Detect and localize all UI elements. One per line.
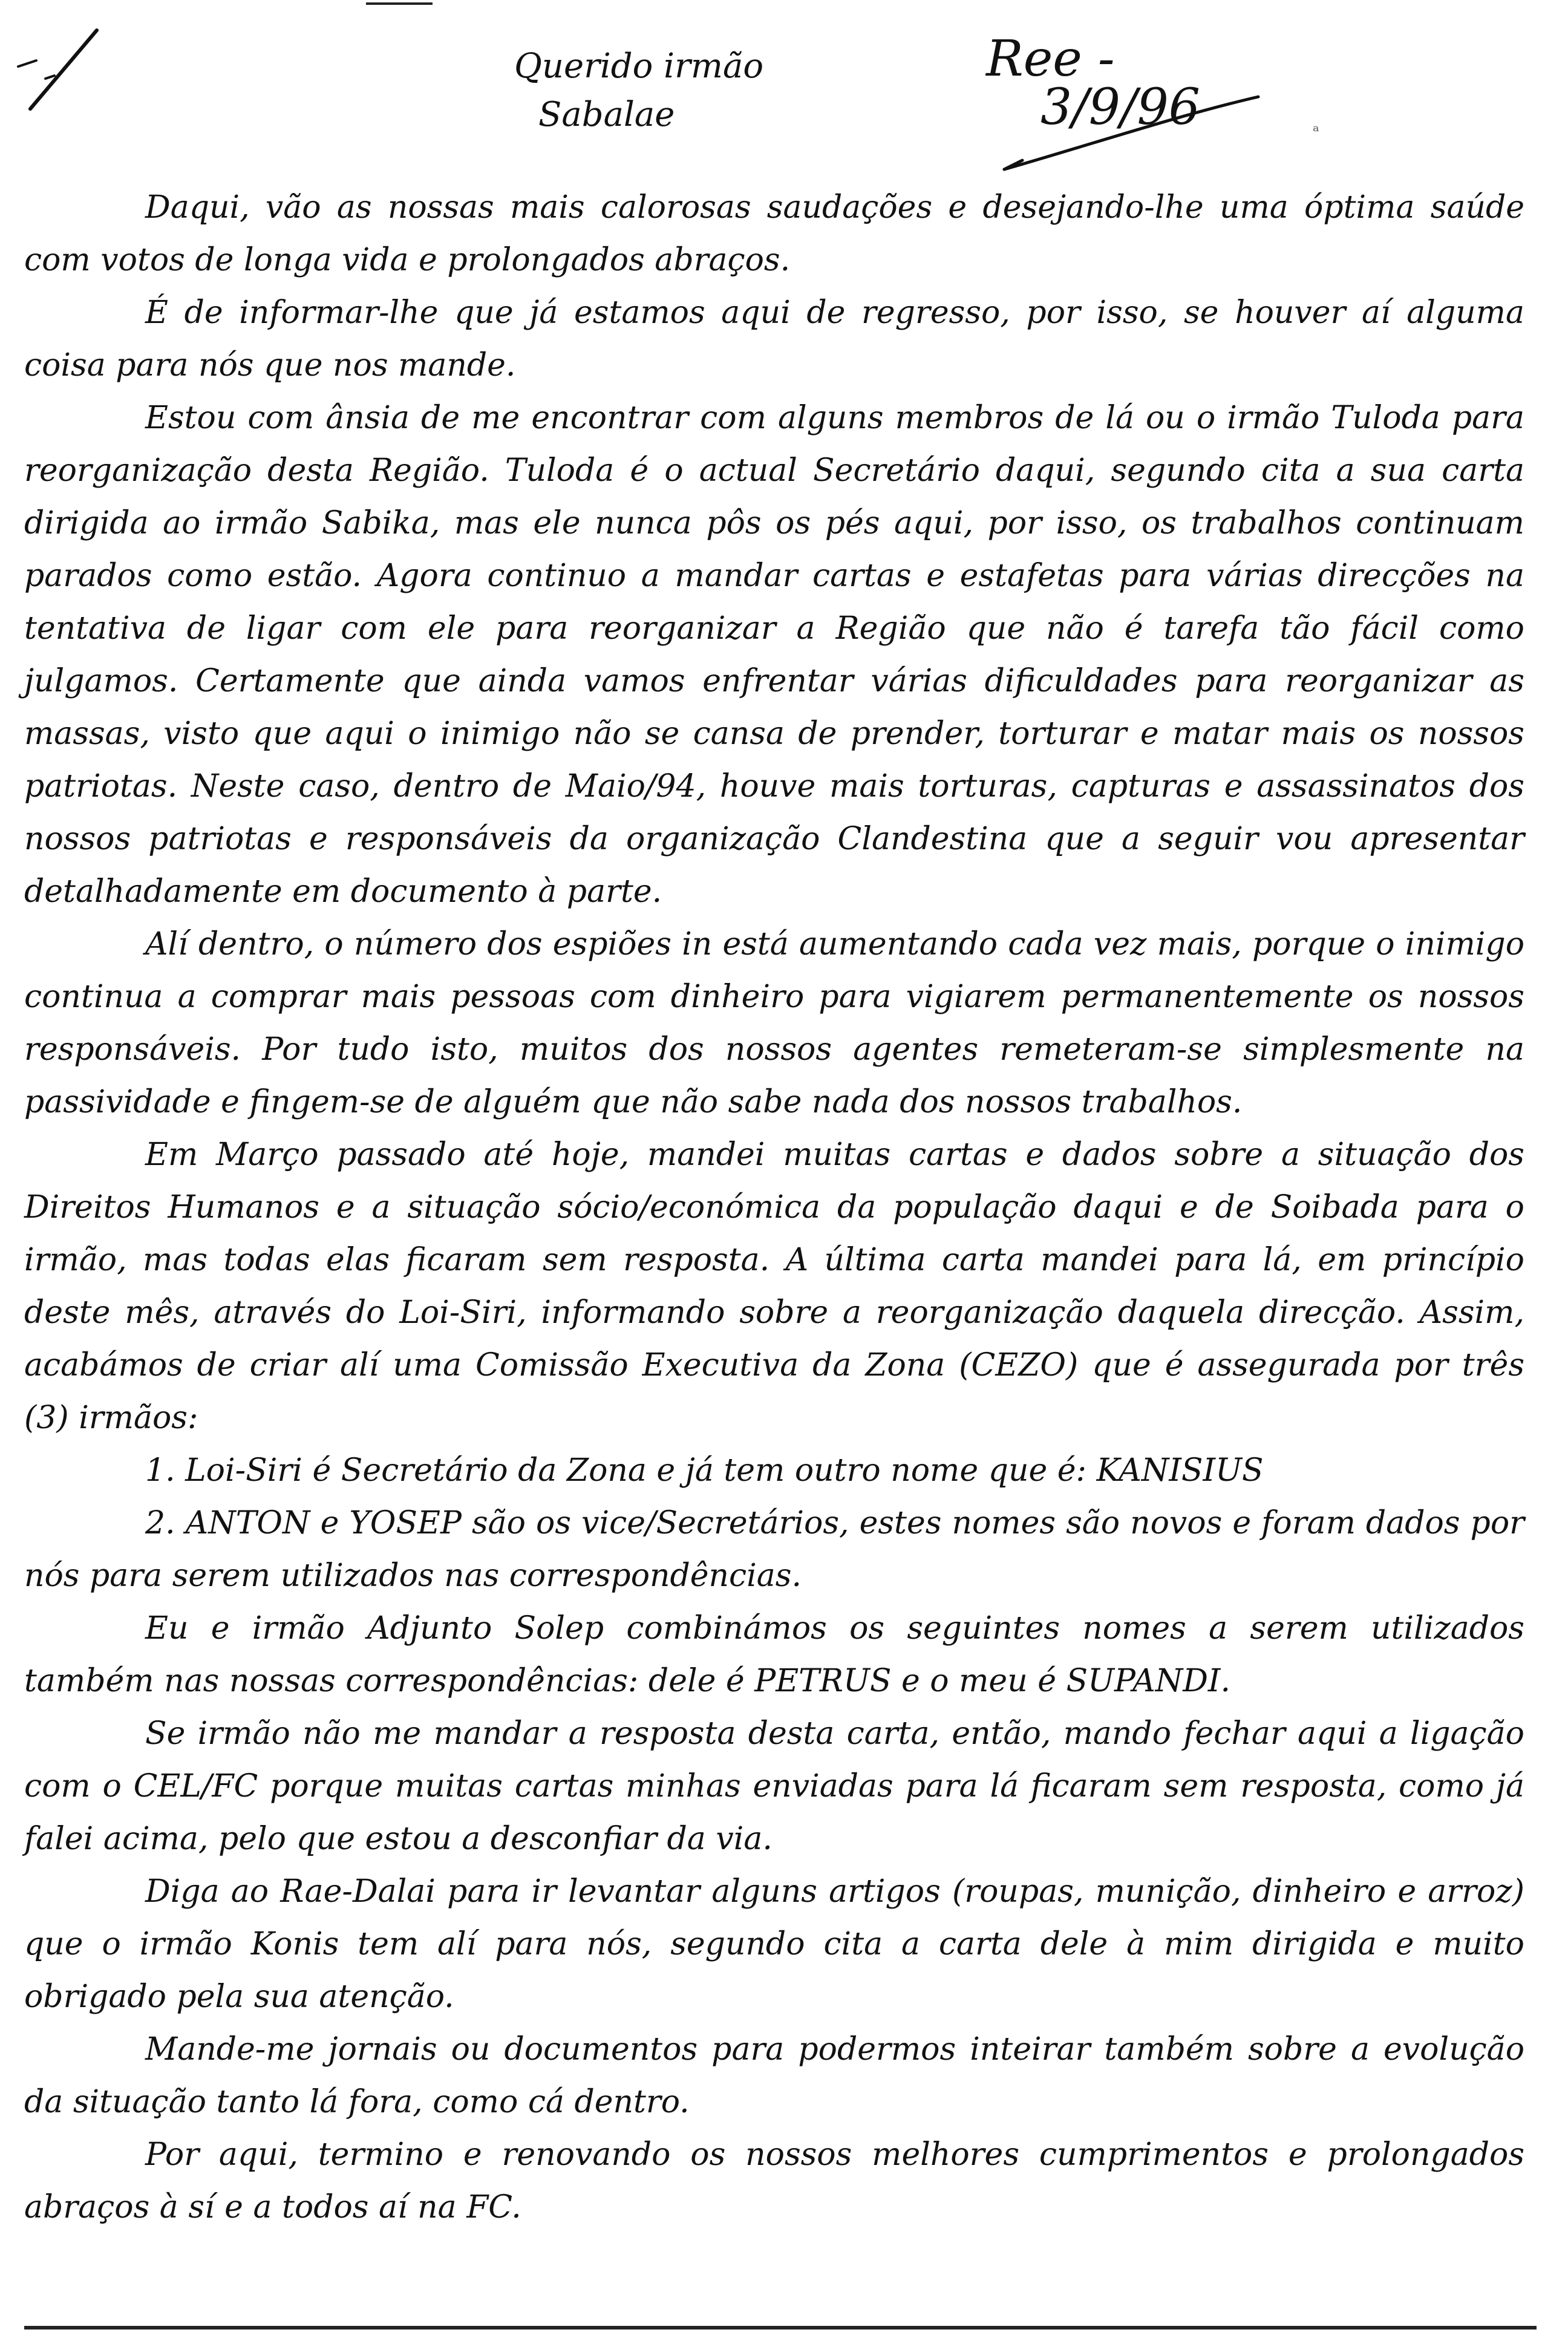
annotation-ree: Ree -: [986, 30, 1115, 88]
bottom-edge-line: [24, 2326, 1537, 2330]
paragraph: Estou com ânsia de me encontrar com alguns membros de lá ou o irmão Tuloda para reorganização desta Região. Tuloda é o actual Secretário daqui, segundo cita a sua carta dirigida ao irmão Sabika, mas ele nunca pôs os pés aqui, por isso, os trabalhos continuam parados como estão. Agora continuo a mandar cartas e estafetas para várias direcções na tentativa de ligar com ele para reorganizar a Região que não é tarefa tão fácil como julgamos. Certamente que ainda vamos enfrentar várias dificuldades para reorganizar as massas, visto que aqui o inimigo não se cansa de prender, torturar e matar mais os nossos patriotas. Neste caso, dentro de Maio/94, houve mais torturas, capturas e assassinatos dos nossos patriotas e responsáveis da organização Clandestina que a seguir vou apresentar detalhadamente em documento à parte.: [24, 400, 1524, 910]
paragraph: Mande-me jornais ou documentos para podermos inteirar também sobre a evolução da situação tanto lá fora, como cá dentro.: [24, 2031, 1524, 2120]
paragraph: Diga ao Rae-Dalai para ir levantar alguns artigos (roupas, munição, dinheiro e arroz) que o irmão Konis tem alí para nós, segundo cita a carta dele à mim dirigida e muito obrigado pela sua atenção.: [24, 1873, 1524, 2015]
salutation-greeting: Querido irmão: [514, 47, 764, 86]
top-edge-mark: [363, 0, 436, 7]
paragraph: É de informar-lhe que já estamos aqui de regresso, por isso, se houver aí alguma coisa para nós que nos mande.: [24, 295, 1524, 384]
salutation: [514, 42, 763, 139]
annotation-date: 3/9/96: [1040, 79, 1200, 136]
paragraph: Eu e irmão Adjunto Solep combinámos os seguintes nomes a serem utilizados também nas nossas correspondências: dele é PETRUS e o meu é SUPANDI.: [24, 1610, 1524, 1699]
paragraph: Se irmão não me mandar a resposta desta carta, então, mando fechar aqui a ligação com o CEL/FC porque muitas cartas minhas enviadas para lá ficaram sem resposta, como já falei acima, pelo que estou a desconfiar da via.: [24, 1716, 1524, 1857]
stray-mark: ᵃ: [1313, 121, 1319, 141]
received-annotation: [968, 24, 1282, 175]
paragraph: Em Março passado até hoje, mandei muitas cartas e dados sobre a situação dos Direitos Humanos e a situação sócio/económica da população daqui e de Soibada para o irmão, mas todas elas ficaram sem resposta. A última carta mandei para lá, em princípio deste mês, através do Loi-Siri, informando sobre a reorganização daquela direcção. Assim, acabámos de criar alí uma Comissão Executiva da Zona (CEZO) que é assegurada por três (3) irmãos:: [24, 1137, 1524, 1436]
paragraph: Daqui, vão as nossas mais calorosas saudações e desejando-lhe uma óptima saúde com votos de longa vida e prolongados abraços.: [24, 189, 1524, 278]
salutation-recipient: Sabalae: [538, 95, 675, 134]
list-item: 2. ANTON e YOSEP são os vice/Secretários, estes nomes são novos e foram dados por nós para serem utilizados nas correspondências.: [24, 1505, 1524, 1594]
paragraph: Por aqui, termino e renovando os nossos melhores cumprimentos e prolongados abraços à sí e a todos aí na FC.: [24, 2137, 1524, 2225]
letter-body: [24, 181, 1524, 2234]
list-item: 1. Loi-Siri é Secretário da Zona e já tem outro nome que é: KANISIUS: [145, 1452, 1264, 1489]
corner-pen-mark: [12, 18, 109, 139]
paragraph: Alí dentro, o número dos espiões in está aumentando cada vez mais, porque o inimigo continua a comprar mais pessoas com dinheiro para vigiarem permanentemente os nossos responsáveis. Por tudo isto, muitos dos nossos agentes remeteram-se simplesmente na passividade e fingem-se de alguém que não sabe nada dos nossos trabalhos.: [24, 926, 1524, 1120]
